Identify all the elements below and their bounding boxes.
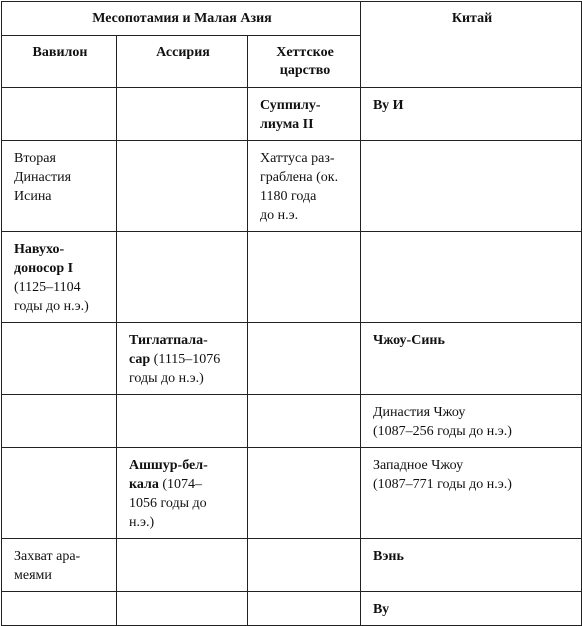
header-china: Китай: [361, 2, 582, 88]
cell-assyria: [117, 141, 248, 232]
cell-text: 1180 года: [260, 189, 317, 204]
table-row: [2, 141, 582, 232]
cell-text: 1056 годы до: [129, 496, 207, 511]
table-row: [2, 539, 582, 592]
cell-china: [361, 539, 582, 592]
cell-babylon: [2, 323, 117, 395]
cell-assyria: [117, 323, 248, 395]
cell-text: Захват ара-: [14, 549, 81, 564]
table-row: [2, 395, 582, 448]
cell-text: сар: [129, 352, 151, 367]
cell-text: (1087–256 годы до н.э.): [373, 424, 512, 439]
header-babylon: Вавилон: [2, 36, 117, 88]
cell-china: [361, 141, 582, 232]
cell-text: Хаттуса раз-: [260, 151, 335, 166]
cell-hittite: [248, 141, 361, 232]
cell-assyria: [117, 539, 248, 592]
cell-text: доносор I: [14, 261, 74, 276]
cell-babylon: [2, 232, 117, 323]
cell-text: лиума II: [260, 117, 314, 132]
cell-china: [361, 448, 582, 539]
cell-assyria: [117, 232, 248, 323]
cell-assyria: [117, 395, 248, 448]
cell-text: Суппилу-: [260, 98, 321, 113]
cell-babylon: [2, 395, 117, 448]
cell-text: н.э.): [129, 515, 155, 530]
table-row: [2, 232, 582, 323]
cell-china: [361, 232, 582, 323]
cell-text: годы до н.э.): [129, 371, 204, 386]
cell-text: Западное Чжоу: [373, 458, 464, 473]
cell-assyria: [117, 592, 248, 626]
cell-text: Династия Чжоу: [373, 405, 466, 420]
header-hittite: [248, 36, 361, 88]
cell-babylon: [2, 88, 117, 141]
cell-assyria: [117, 88, 248, 141]
cell-hittite: [248, 395, 361, 448]
cell-text: Ву И: [373, 98, 404, 113]
cell-hittite: [248, 88, 361, 141]
cell-hittite: [248, 448, 361, 539]
table-row: [2, 448, 582, 539]
cell-china: [361, 323, 582, 395]
cell-text: (1125–1104: [14, 280, 81, 295]
cell-hittite: [248, 539, 361, 592]
cell-hittite: [248, 592, 361, 626]
cell-text: (1087–771 годы до н.э.): [373, 477, 512, 492]
table-row: [2, 323, 582, 395]
cell-text: Вторая: [14, 151, 56, 166]
cell-text: (1115–1076: [150, 352, 221, 367]
header-hittite-line-1: Хеттское: [276, 45, 334, 60]
cell-babylon: [2, 448, 117, 539]
cell-text: Чжоу-Синь: [373, 333, 445, 348]
header-assyria: Ассирия: [117, 36, 248, 88]
cell-china: [361, 88, 582, 141]
cell-hittite: [248, 323, 361, 395]
cell-china: [361, 592, 582, 626]
history-table: [1, 1, 582, 626]
cell-text: Династия: [14, 170, 72, 185]
cell-text: Ашшур-бел-: [129, 458, 208, 473]
cell-text: Вэнь: [373, 549, 404, 564]
cell-babylon: [2, 141, 117, 232]
cell-text: Исина: [14, 189, 52, 204]
table-row: [2, 88, 582, 141]
cell-assyria: [117, 448, 248, 539]
cell-text: (1074–: [158, 477, 203, 492]
cell-text: годы до н.э.): [14, 299, 89, 314]
cell-text: Навухо-: [14, 242, 65, 257]
cell-text: Ву: [373, 602, 390, 617]
cell-text: Тиглатпала-: [129, 333, 208, 348]
cell-babylon: [2, 592, 117, 626]
cell-text: кала: [129, 477, 159, 492]
cell-china: [361, 395, 582, 448]
header-hittite-line-2: царство: [279, 63, 331, 78]
cell-text: граблена (ок.: [260, 170, 339, 185]
cell-text: меями: [14, 568, 52, 583]
table-row: [2, 592, 582, 626]
header-mesopotamia: Месопотамия и Малая Азия: [2, 2, 361, 36]
cell-babylon: [2, 539, 117, 592]
cell-text: до н.э.: [260, 208, 299, 223]
cell-hittite: [248, 232, 361, 323]
